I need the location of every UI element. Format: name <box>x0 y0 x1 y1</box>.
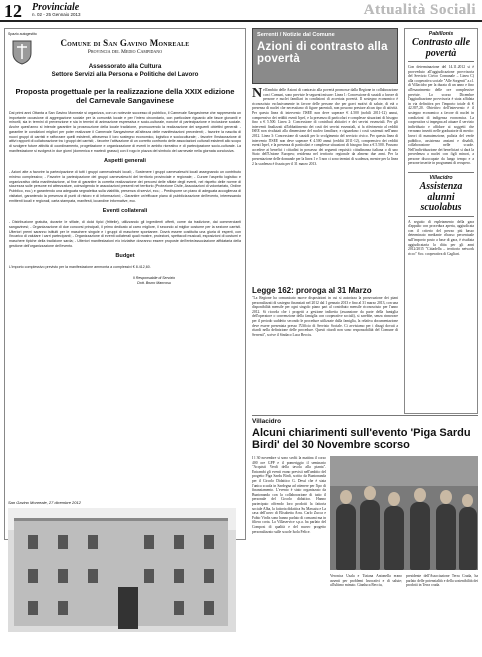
comune-title: Comune di San Gavino Monreale <box>60 38 190 48</box>
building-photo <box>8 508 236 632</box>
date-line: San Gavino Monreale, 27 dicembre 2012 <box>8 500 81 505</box>
intro-text: Dai primi anni Ottanta a San Gavino Monreale si organizza, con un notevole successo di pubblico, il Carnevale Sangavinese che rappresenta un importante occasione di aggregazione sociale per la comunità locale e per l'intero circondario, con particolare riguardo alle fasce giovanili e minorili, sia in termini di prevenzione e sia in termini di animazione espressiva e socio-culturale, nonché di partecipazione e inclusione sociale. Anche quest'anno si intende garantire la prosecuzione della locale tradizione, promuovendo la realizzazione dei seguenti obiettivi generali: - garantire le condizioni migliori per poter realizzare il Carnevale Sangavinese all'altezza delle manifestazioni precedenti; - favorire la nascita di nuovi gruppi di carristi e rafforzare quelli esistenti, attraverso il loro sostegno economico, logistico e socioculturale; - favorire l'instaurazione di attivi rapporti di collaborazione tra i gruppi dei carristi; - favorire l'attivazione di un corretto confronto delle associazioni culturali esistenti allo scopo di svolgere future attività di coordinamento, progettazione e organizzazione di eventi in ambito ricreativo e di partecipazione socio-culturale. La manifestazione si svolgerà in due giorni (domenica e martedì grasso) con il rogo in piazza del simbolo del carnevale nella giornata conclusiva. <box>9 111 241 153</box>
azioni-title: Azioni di contrasto alla povertà <box>257 41 388 65</box>
villacidro-text-col-1: I l 30 novembre si sono svolti la mattina il corso 400 ore GPP e il pomeriggio il seminario "Acquisti Verdi della tavola alla pianta". Entrambi gli eventi erano previsti nell'ambito del progetto Piga Sardu Birdi, scritto da Buntonanda per il Circolo Didattico G. Dessì che è stata l'unica scuola in Sardegna ad ottenere per l'ipo di finanziamento. L'evento è stato organizzato da Buntonanda con la collaborazione di tutto il personale del Circolo didattico. Hanno partecipato offrendo loro prodotti la fattoria sociale Alba, la fattoria didattica Su Massaiu e La casa dell'uovo di Elisabetta Arru. Carlo Zucca e Fabio Virdis sono hanno parlato di consumi ma in filiera corta. La Villaservice s.p.a. ha parlato del Compost di qualità e del nuovo progetto personalizzato sulle scuole Isola Felice. <box>252 456 326 534</box>
azioni-text: ell'ambito delle Azioni di contrasto alla povertà promosse dalla Regione in collaborazione con i Comuni, sono previste le seguenti misure: Linea 1: Concessione di sussidi a favore di persone e nuclei familiari in condizioni di accertata povertà. Il sostegno economico è riconosciuto esclusivamente in favore delle persone che per gravi motivi di salute, di età o presenza di nuclei che necessitano di figure parentali, non possono prestare alcun tipo di attività. Per questa linea di intervento l'ISEE non deve superare € 4.500 (nobili 2011-12) annui, comprensivo dei redditi esenti Irpef, e la presenza di particolari e complesse situazioni di bisogno fino a € 5.500. Linea 2: Concessione di contributi abitativi e dei servizi essenziali. Per gli interventi finalizzati all'abbattimento dei costi dei servizi essenziali, si fa riferimento al redditi ISEE non rivalutati alla dimensione del nucleo familiare, e riguardano i costi sostenuti nell'anno 2012. Linea 3: Concessione di sussidi per lo svolgimento del servizio civico. Per questa linea di intervento l'ISEE non deve superare € 4.500 annui (redditi 2011-12), comprensivo dei redditi esenti Irpef, e la presenza di particolari e complesse situazioni di bisogno fino a € 5.500. Possono accedere ai benefici i cittadini in possesso dei seguenti requisiti: cittadinanza italiana o di uno Stato dell'Unione Europea; residenza nel territorio regionale da almeno due anni. Per la presentazione delle domande per la linea 1 e 3 non ci sono termini di scadenza, mentre per la linea 2 la scadenza è fissata per il 31 marzo 2013. <box>252 88 398 166</box>
scuolabus-text: A seguito di espletamento della gara d'appalto con procedura aperta, aggiudicata con il criterio del prezzo più basso determinato mediante ribasso percentuale sull'importo posto a base di gara, è risultata aggiudicataria la ditta per gli anni 2012/2015 "Cittadella – territorio network ricco" Soc. cooperativa di Cagliari. <box>408 219 474 256</box>
azioni-kicker: Serrenti / Notizie dal Comune <box>257 32 335 38</box>
brand-logo: Provinciale <box>32 2 80 13</box>
pabillonis-text: Con determinazione del 14.11.2012 si è provveduto all'aggiudicazione provvisoria del Servizio Civico Comunale – Linea C) alla cooperativa sociale "Alle Sorgenti" a.r.l. di Villacidro per la durata di un anno e fino all'esaurimento delle ore complessive previste. Lo scorso Dicembre l'aggiudicazione provvisoria è stata affidata in via definitiva per l'importo totale di € 42.397,20. Obiettivo dell'intervento è il sostegno economico a favore di nuclei in condizioni di indigenza economica. La cooperativa si impegna ad attuare il servizio individuato e affidare ai soggetti che verranno inseriti nelle graduatorie di merito: lavori di manutenzione, pulizia del verde pubblico, assistenza anziani e disabili, collaborazione nelle scuole. Nell'individuazione dei beneficiari si darà la precedenza a nuclei con figli minori, a persone disoccupate da lungo tempo e a persone inserite in programmi di recupero. <box>408 65 474 166</box>
signature-role: Il Responsabile di Servizio <box>132 276 176 281</box>
assessorato-line-2: Settore Servizi alla Persona e Politiche del Lavoro <box>51 70 199 78</box>
legge-text: "La Regione ha comunicato nuove disposizioni in cui si autorizza la prosecuzione dei piani personalizzati di sostegno finanziati nel 2012 dal 1 gennaio 2013 e fino al 31 marzo 2013, con una disponibilità mensile per ogni singolo piano pari al contributo mensile riconosciuto per l'anno 2012. Si ricorda che i progetti a gestione indiretta (assunzione da parte della famiglia dell'operatore o convenzione della famiglia con cooperative sociali), si sarebbe, senza rinnovare per il periodo suddetto secondo le procedure utilizzate dalla famiglia, la relativa documentazione deve essere presentata presso l'Ufficio di Servizio Sociale. Ci avvisiamo per i disagi dovuti a ritardi nella definizione delle procedure. Questi ritardi non sono responsabilità del Comune di Serrenti", scrive il Sindaco Luca Becciu. <box>252 296 398 337</box>
legge-heading: Legge 162: proroga al 31 Marzo <box>252 286 372 295</box>
right-column <box>404 28 478 414</box>
drop-cap: N <box>252 88 263 101</box>
signature-block <box>119 276 189 285</box>
assessorato-line-1: Assessorato alla Cultura <box>88 63 162 70</box>
proposta-heading: Proposta progettuale per la realizzazione della XXIX edizione del Carnevale Sangavinese <box>15 87 235 105</box>
space-label: Spazio autogestito <box>8 32 37 36</box>
masthead <box>0 0 482 22</box>
scuolabus-title: Assistenza alunni scuolabus <box>408 182 474 217</box>
section-title: Attualità Sociali <box>363 2 476 18</box>
villacidro-text-col-3: presidente dell'Associazione Terra Cruda, ha parlato delle potenzialità e della sostenibilità dei prodotti in Terra cruda. <box>406 574 478 588</box>
eventi-text: - Distribuzione gratuita, durante le sfilate, di dolci tipici (frittelle), utilizzando gli ingredienti offerti, come da tradizione, dai commercianti sangavinesi; - Organizzazione di due concorsi principali, il primo dedicato al carro migliore, il secondo al miglior costume per la sezione carristi. Ulteriori premi saranno istituiti per le maschere singole e i gruppi di maschere spontanee. Dovrà essere costituita una giuria di esperti, con l'incarico di valutare i carri partecipanti; - Organizzazione di eventi collaterali quali mostre, proiezioni, spettacoli musicali, esposizioni di costumi e maschere tipiche della tradizione sarda; - Ulteriori manifestazioni e/o iniziative dovranno essere proposte dell'ente/associazione affidataria della gestione dell'organizzazione dell'evento. <box>9 220 241 248</box>
assessorato-heading <box>9 63 241 78</box>
villacidro-kicker: Villacidro <box>252 418 282 425</box>
municipal-announcement <box>4 28 246 540</box>
budget-text: L'importo complessivo previsto per la manifestazione ammonta a complessivi € 8.412,60. <box>9 265 151 270</box>
signature-name: Dott. Bruno Mancosu <box>137 280 171 285</box>
villacidro-title: Alcuni chiarimenti sull'evento 'Piga Sardu Birdi' del 30 Novembre scorso <box>252 427 471 451</box>
azioni-article-body <box>252 88 398 286</box>
budget-heading: Budget <box>115 253 135 260</box>
azioni-header-band <box>252 28 398 84</box>
pabillonis-title: Contrasto alle povertà <box>408 38 474 62</box>
crest-icon <box>11 39 33 65</box>
aspetti-heading: Aspetti generali <box>104 158 146 165</box>
provincia-subtitle: Provincia del Medio Campidano <box>87 49 163 55</box>
aspetti-text: - Azioni atte a favorire la partecipazione di tutti i gruppi carnevaleschi locali; - Sostenere i gruppi carnevaleschi locali assegnando un contributo minimo complessivo; - Favorire la partecipazione dei gruppi carnevaleschi del territorio provinciale e regionale; - Curare l'aspetto logistico e organizzativo della manifestazione, al fine di garantire la corretta realizzazione dei percorsi delle sfilate degli eventi, nel rispetto delle norme di sicurezza sulle persone ed attrezzature, coinvolgendo le associazioni presenti nel territorio (Protezione Civile, Associazioni di volontariato, Ordine Pubblico, ecc.) e garantendo una adeguata segnaletica sulla viabilità, presenza di servizi, ecc.; - Predisporre un piano di adeguata accoglienza di visitatori, garantendo la presenza di punti di ristoro e di informazioni; - Garantire un'efficace piano di pubblicizzazione dell'evento, interessando emittenti locali e regionali, carta stampata, manifesti, locandine informative, ecc. <box>9 170 241 203</box>
group-photo <box>330 456 478 570</box>
divider <box>252 415 478 416</box>
villacidro-text-col-2: Veronica Usala e Tiziana Antonella erano assenti per problemi lavorativi e di salute; all'ultimo minuto. Gianluca Becciu, <box>330 574 402 588</box>
page-number: 12 <box>4 1 22 21</box>
villacidro-kicker-right: Villacidro <box>408 172 474 181</box>
issue-line: n. 02 - 25 Gennaio 2013 <box>32 12 81 17</box>
eventi-heading: Eventi collaterali <box>102 208 148 215</box>
pabillonis-kicker: Pabillonis <box>428 31 454 37</box>
